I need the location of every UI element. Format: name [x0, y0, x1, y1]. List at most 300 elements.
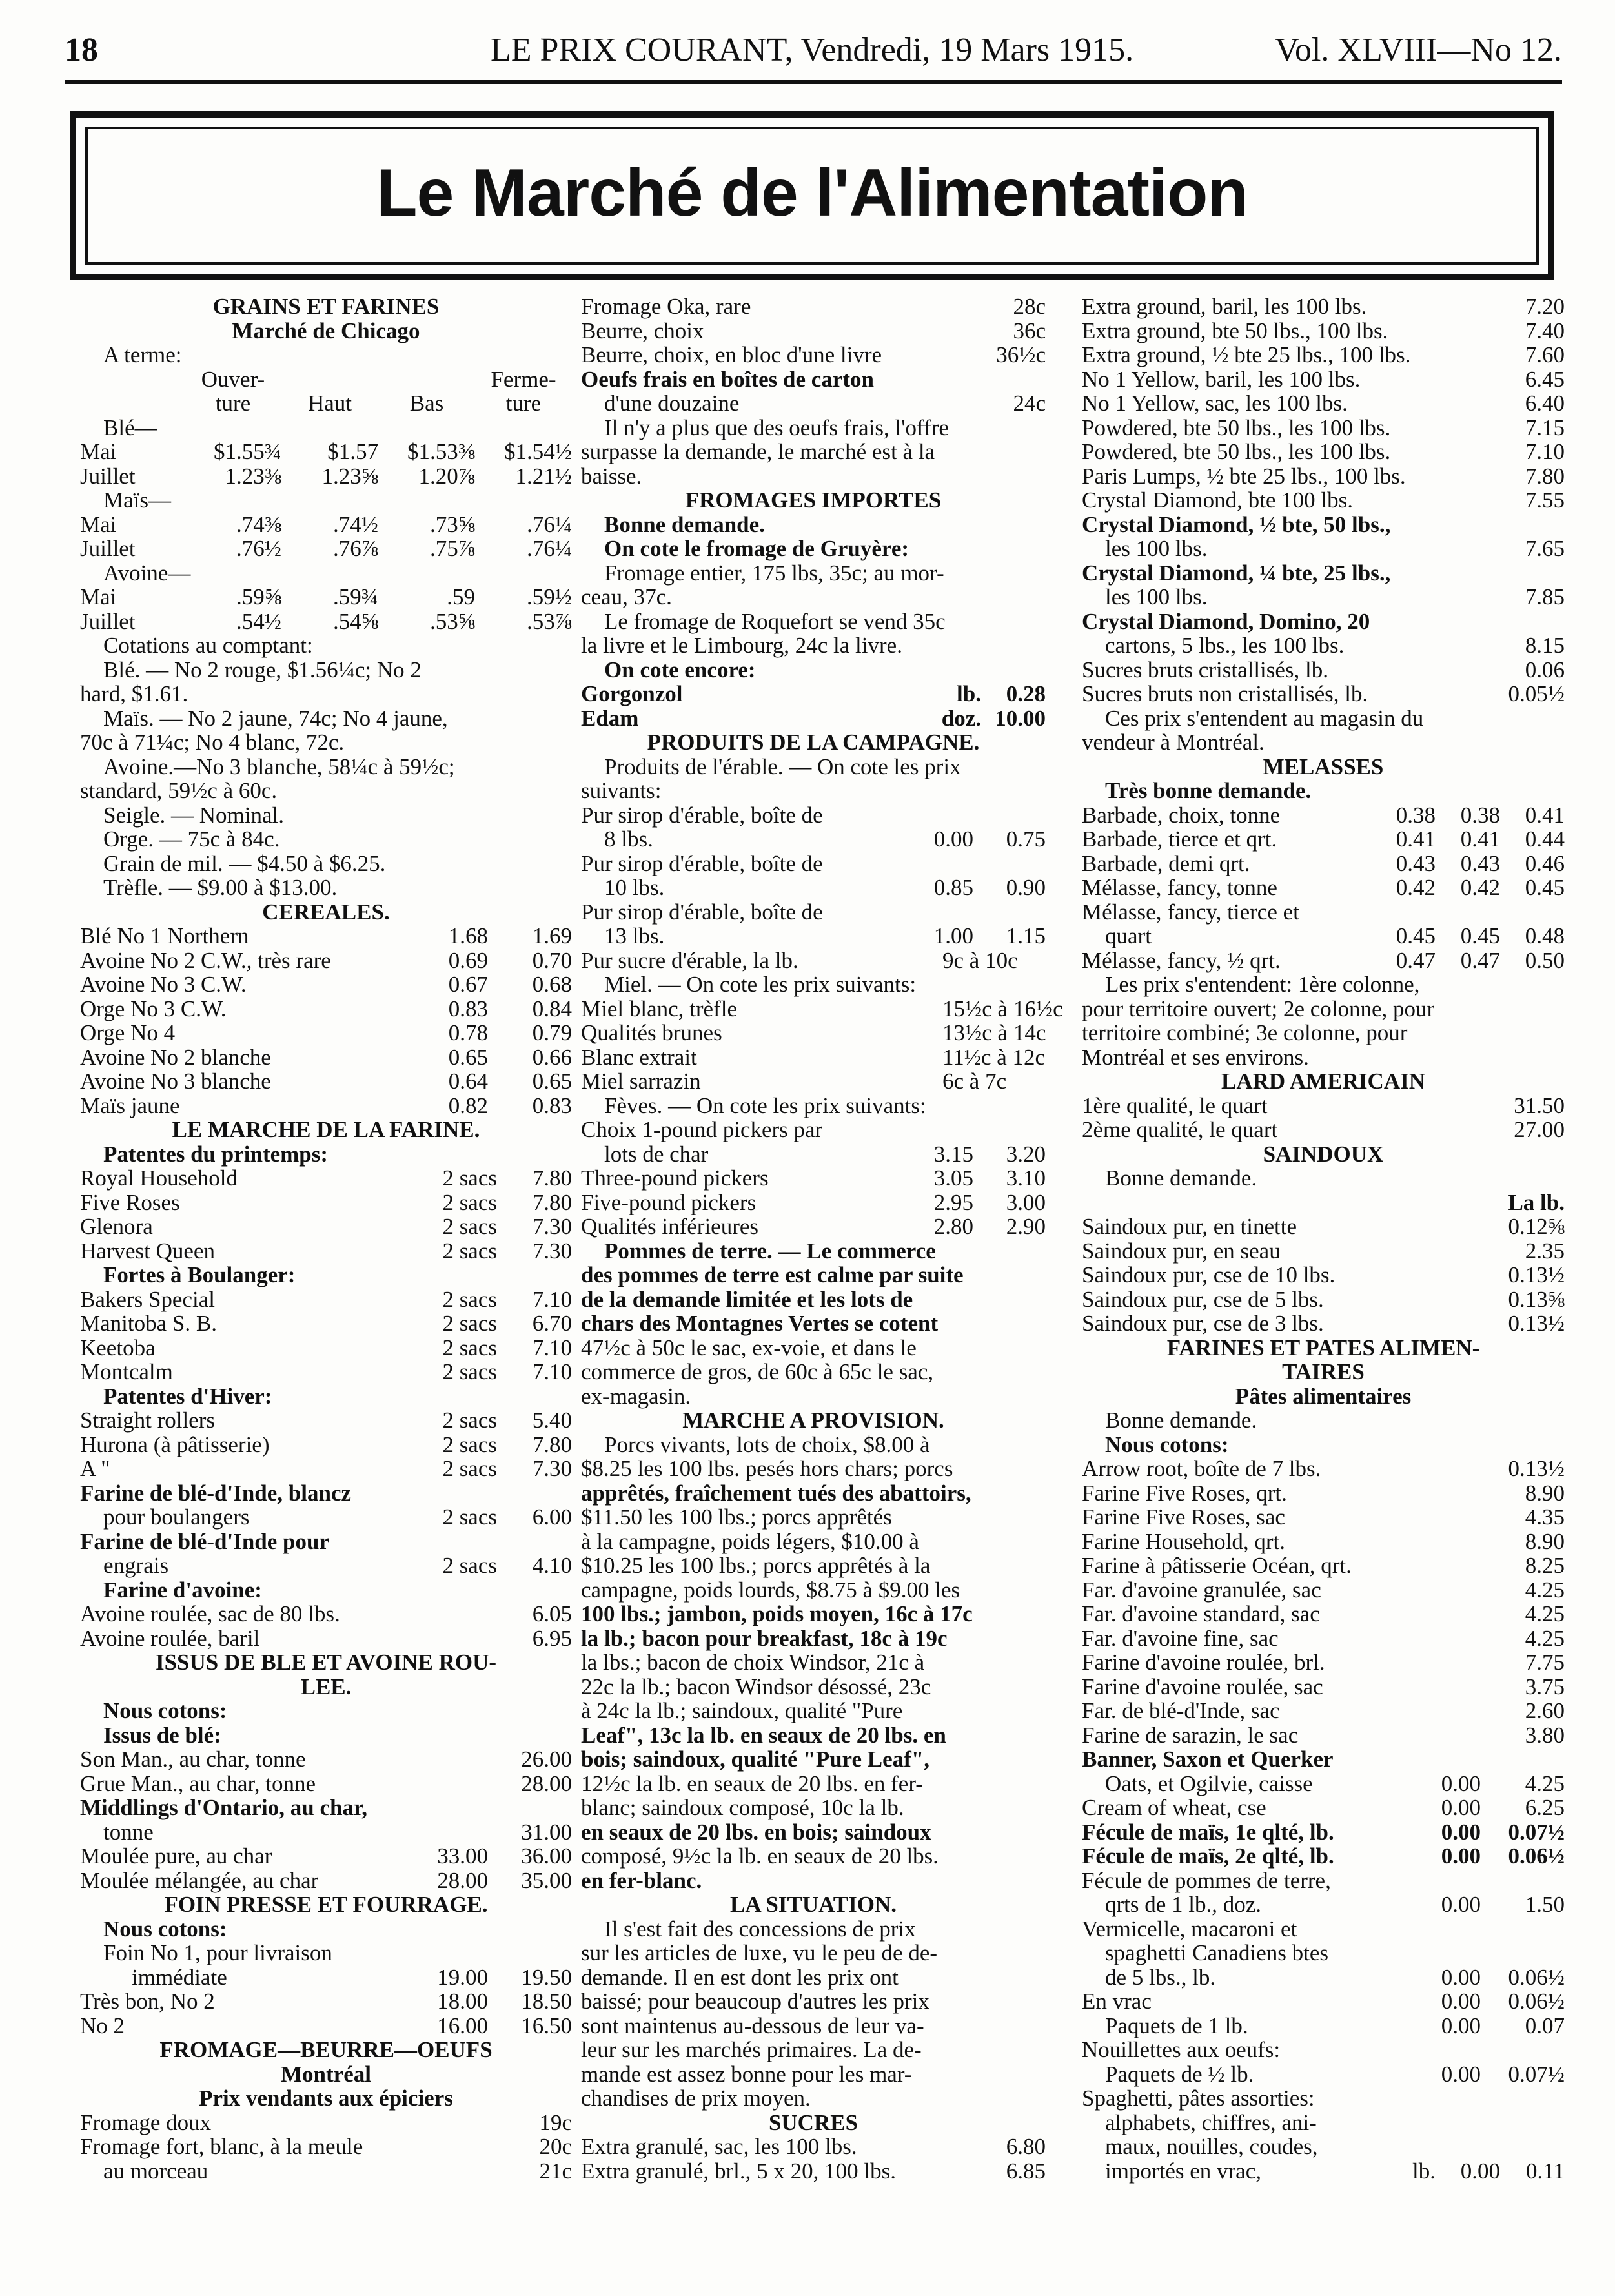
text-line: 12½c la lb. en seaux de 20 lbs. en fer- — [581, 1770, 923, 1796]
price-label: importés en vrac, — [1105, 2158, 1261, 2184]
price-label: Gorgonzol — [581, 681, 683, 706]
price-row — [80, 2014, 572, 2038]
price-value: .54⅝ — [333, 608, 378, 634]
price-value: 2 sacs — [442, 1456, 497, 1481]
text-line: Maïs. — No 2 jaune, 74c; No 4 jaune, — [103, 705, 448, 731]
price-row — [1082, 1263, 1565, 1287]
price-value: 0.12⅝ — [1508, 1214, 1565, 1239]
price-row — [1082, 464, 1565, 489]
text-line: 47½c à 50c le sac, ex-voie, et dans le — [581, 1335, 917, 1360]
price-value: .53⅞ — [527, 608, 572, 634]
price-row — [1082, 1989, 1565, 2014]
price-value: La lb. — [1508, 1189, 1565, 1215]
price-value: 0.00 — [1441, 1819, 1481, 1845]
price-label: Mélasse, fancy, tonne — [1082, 875, 1277, 900]
text-line: Farine de blé-d'Inde, blancz — [80, 1480, 352, 1506]
price-label: Three-pound pickers — [581, 1165, 769, 1191]
price-label: Saindoux pur, cse de 10 lbs. — [1082, 1262, 1336, 1287]
price-value — [852, 706, 917, 731]
price-label: 1ère qualité, le quart — [1082, 1092, 1268, 1118]
text-line: Cotations au comptant: — [103, 633, 313, 658]
price-value: 1.15 — [1006, 923, 1046, 948]
price-row — [581, 1045, 1046, 1070]
text-line: hard, $1.61. — [80, 681, 188, 706]
text-line: Nous cotons: — [103, 1916, 227, 1942]
price-row — [581, 1215, 1046, 1239]
price-row — [581, 294, 1046, 319]
price-label: No 2 — [80, 2013, 125, 2038]
price-row — [80, 1287, 572, 1312]
price-value: 0.00 — [1441, 1770, 1481, 1796]
price-value: 8.15 — [1525, 633, 1565, 658]
price-value: 21c — [539, 2158, 572, 2184]
text-line: Avoine.—No 3 blanche, 58¼c à 59½c; — [103, 753, 455, 779]
section-heading: Marché de Chicago — [232, 318, 420, 343]
price-value: 0.42 — [1396, 875, 1436, 900]
price-value: 26.00 — [521, 1747, 572, 1772]
price-label: Cream of wheat, cse — [1082, 1795, 1266, 1820]
price-row — [80, 997, 572, 1021]
price-value: 7.80 — [1525, 463, 1565, 489]
price-row — [1082, 1311, 1565, 1336]
text-line: campagne, poids lourds, $8.75 à $9.00 les — [581, 1577, 960, 1603]
section-heading: TAIRES — [1282, 1359, 1365, 1384]
price-value: 19.50 — [521, 1964, 572, 1990]
price-label: Royal Household — [80, 1165, 238, 1191]
text-line: ex-magasin. — [581, 1383, 691, 1409]
text-line: Pur sirop d'érable, boîte de — [581, 802, 823, 828]
price-value: 4.10 — [532, 1553, 572, 1578]
price-value: 0.48 — [1525, 923, 1565, 948]
price-label: Farine Five Roses, qrt. — [1082, 1480, 1287, 1506]
price-label: Montcalm — [80, 1359, 173, 1384]
column-1 — [80, 294, 572, 2270]
price-value: 2 sacs — [442, 1553, 497, 1578]
text-line: On cote le fromage de Gruyère: — [604, 536, 909, 561]
price-value: 8.25 — [1525, 1553, 1565, 1578]
price-value: 35.00 — [521, 1867, 572, 1893]
price-row — [1082, 1287, 1565, 1312]
price-label: Straight rollers — [80, 1408, 215, 1433]
price-row — [581, 1142, 1046, 1167]
price-value: 0.50 — [1525, 947, 1565, 973]
price-label: lots de char — [604, 1141, 709, 1167]
text-line: de la demande limitée et les lots de — [581, 1286, 913, 1312]
price-label: Farine à pâtisserie Océan, qrt. — [1082, 1553, 1352, 1578]
price-label: No 1 Yellow, sac, les 100 lbs. — [1082, 391, 1348, 416]
text-line: Issus de blé: — [103, 1722, 221, 1748]
price-value: 0.13½ — [1508, 1311, 1565, 1336]
text-line: mande est assez bonne pour les mar- — [581, 2061, 912, 2087]
price-label: Keetoba — [80, 1335, 156, 1360]
price-value: 0.82 — [448, 1092, 488, 1118]
price-row — [581, 827, 1046, 852]
price-label: engrais — [103, 1553, 169, 1578]
price-row — [1082, 1820, 1565, 1845]
price-value: 0.43 — [1460, 850, 1500, 876]
price-value: 36c — [1013, 318, 1046, 343]
text-line: Fèves. — On cote les prix suivants: — [604, 1092, 926, 1118]
price-value: 0.13½ — [1508, 1262, 1565, 1287]
price-value: 0.85 — [933, 875, 973, 900]
price-row — [581, 996, 1063, 1021]
price-row — [80, 1626, 572, 1651]
text-line: sont maintenus au-dessous de leur va- — [581, 2013, 924, 2038]
section-banner — [70, 111, 1554, 280]
price-value: 24c — [1013, 391, 1046, 416]
price-value: 2.60 — [1525, 1698, 1565, 1723]
price-row — [80, 1069, 572, 1094]
price-value: ture — [505, 391, 542, 416]
price-label: cartons, 5 lbs., les 100 lbs. — [1105, 633, 1345, 658]
price-label: Mai — [80, 584, 117, 610]
price-value: 0.38 — [1396, 802, 1436, 828]
price-row — [1082, 1215, 1565, 1239]
price-row — [1082, 827, 1565, 852]
price-label: Fromage doux — [80, 2109, 212, 2135]
text-line: bois; saindoux, qualité "Pure Leaf", — [581, 1747, 929, 1772]
price-value: 7.10 — [532, 1359, 572, 1384]
column-2 — [581, 294, 1063, 2270]
text-line: Bonne demande. — [1105, 1165, 1257, 1191]
section-heading: CEREALES. — [262, 899, 390, 925]
text-line: Bonne demande. — [1105, 1408, 1257, 1433]
price-label: Glenora — [80, 1214, 153, 1239]
price-label: qrts de 1 lb., doz. — [1105, 1892, 1262, 1917]
price-value: 1.00 — [933, 923, 973, 948]
price-row — [80, 1166, 572, 1191]
text-line: Fortes à Boulanger: — [103, 1262, 296, 1287]
text-line: suivants: — [581, 778, 662, 803]
price-value: 7.75 — [1525, 1650, 1565, 1675]
price-value: 27.00 — [1514, 1117, 1565, 1142]
price-row — [581, 1069, 1046, 1094]
text-line: alphabets, chiffres, ani- — [1105, 2109, 1317, 2135]
price-row — [80, 948, 572, 973]
price-row — [80, 1844, 572, 1869]
price-label: Powdered, bte 50 lbs., les 100 lbs. — [1082, 415, 1391, 440]
price-row — [1082, 633, 1565, 658]
price-row — [80, 1820, 572, 1845]
price-label: Oats, et Ogilvie, caisse — [1105, 1770, 1313, 1796]
price-label: Crystal Diamond, bte 100 lbs. — [1082, 487, 1353, 513]
price-value: 1.23⅜ — [225, 463, 281, 489]
price-label: Juillet — [80, 608, 136, 634]
publication-line: LE PRIX COURANT, Vendredi, 19 Mars 1915. — [491, 32, 1134, 68]
price-value: 0.13⅝ — [1508, 1286, 1565, 1312]
price-row — [1082, 1650, 1565, 1675]
price-label: Five Roses — [80, 1189, 180, 1215]
section-heading: MARCHE A PROVISION. — [682, 1408, 944, 1433]
price-value: 7.65 — [1525, 536, 1565, 561]
price-label: Sucres bruts cristallisés, lb. — [1082, 657, 1329, 682]
price-value: 0.68 — [532, 972, 572, 997]
price-row — [581, 2135, 1046, 2159]
text-line: 22c la lb.; bacon Windsor désossé, 23c — [581, 1674, 931, 1699]
price-label: 2ème qualité, le quart — [1082, 1117, 1278, 1142]
price-value: 6.45 — [1525, 366, 1565, 392]
price-value — [852, 682, 917, 706]
price-label: Avoine roulée, sac de 80 lbs. — [80, 1601, 340, 1626]
price-value: 36½c — [996, 342, 1046, 367]
price-value: 2 sacs — [442, 1165, 497, 1191]
price-row — [1082, 852, 1565, 876]
price-label: No 1 Yellow, baril, les 100 lbs. — [1082, 366, 1361, 392]
price-value: 3.10 — [1006, 1165, 1046, 1191]
text-line: Fécule de pommes de terre, — [1082, 1867, 1331, 1893]
price-row — [80, 2135, 572, 2159]
price-value: .59 — [447, 584, 475, 610]
text-line: blanc; saindoux composé, 10c la lb. — [581, 1795, 904, 1820]
price-value: 1.50 — [1525, 1892, 1565, 1917]
price-row — [1082, 1118, 1565, 1142]
text-line: Foin No 1, pour livraison — [103, 1940, 332, 1965]
price-row — [581, 343, 1046, 367]
price-value: 33.00 — [437, 1843, 488, 1869]
price-label: Pur sucre d'érable, la lb. — [581, 947, 798, 973]
price-value: 6c à 7c — [942, 1069, 1007, 1094]
price-row — [1082, 1602, 1565, 1626]
price-value: 2 sacs — [442, 1335, 497, 1360]
text-line: Nouillettes aux oeufs: — [1082, 2037, 1281, 2062]
price-label: Farine Five Roses, sac — [1082, 1504, 1285, 1530]
text-line: 100 lbs.; jambon, poids moyen, 16c à 17c — [581, 1601, 973, 1626]
price-value: 0.00 — [1441, 1964, 1481, 1990]
price-value: 2 sacs — [442, 1214, 497, 1239]
price-row — [1082, 1239, 1565, 1264]
price-label: Farine Household, qrt. — [1082, 1528, 1285, 1554]
price-row — [1082, 1723, 1565, 1748]
price-value: 28.00 — [521, 1770, 572, 1796]
text-line: Vermicelle, macaroni et — [1082, 1916, 1297, 1942]
price-value: 0.47 — [1396, 947, 1436, 973]
price-value: 0.47 — [1460, 947, 1500, 973]
text-line: Patentes du printemps: — [103, 1141, 329, 1167]
column-3 — [1082, 294, 1565, 2270]
text-line: surpasse la demande, le marché est à la — [581, 439, 935, 464]
price-value: 0.70 — [532, 947, 572, 973]
price-value: 4.25 — [1525, 1625, 1565, 1651]
price-value: 0.45 — [1525, 875, 1565, 900]
price-row — [80, 2159, 572, 2184]
price-row — [80, 1360, 572, 1384]
price-value: 0.41 — [1396, 826, 1436, 852]
price-label: tonne — [103, 1819, 154, 1845]
text-line: Crystal Diamond, ¼ bte, 25 lbs., — [1082, 560, 1391, 586]
price-row — [80, 367, 572, 392]
price-label: Miel sarrazin — [581, 1069, 701, 1094]
price-label: Paquets de ½ lb. — [1105, 2061, 1254, 2087]
price-row — [1082, 294, 1565, 319]
price-label: Bakers Special — [80, 1286, 215, 1312]
text-line: Blé. — No 2 rouge, $1.56¼c; No 2 — [103, 657, 422, 682]
text-line: territoire combiné; 3e colonne, pour — [1082, 1020, 1408, 1045]
price-value: Ouver- — [201, 366, 265, 392]
price-value: 2 sacs — [442, 1431, 497, 1457]
price-value: .75⅞ — [430, 536, 475, 561]
text-line: Farine d'avoine: — [103, 1577, 262, 1603]
price-value: 16.50 — [521, 2013, 572, 2038]
price-value: .76¼ — [527, 536, 572, 561]
price-value: 0.79 — [532, 1020, 572, 1045]
text-line: spaghetti Canadiens btes — [1105, 1940, 1329, 1965]
section-heading: MELASSES — [1263, 753, 1384, 779]
price-value: 7.60 — [1525, 342, 1565, 367]
section-heading: FROMAGE—BEURRE—OEUFS — [159, 2037, 493, 2062]
price-value — [281, 367, 378, 392]
price-label: Extra ground, baril, les 100 lbs. — [1082, 294, 1367, 319]
price-value: 0.00 — [1441, 1843, 1481, 1869]
price-value: 10.00 — [995, 705, 1046, 731]
price-value: 7.40 — [1525, 318, 1565, 343]
price-value: 5.40 — [532, 1408, 572, 1433]
price-value: 3.20 — [1006, 1141, 1046, 1167]
price-label: Harvest Queen — [80, 1238, 215, 1264]
text-line: Nous cotons: — [103, 1698, 227, 1723]
text-line: Orge. — 75c à 84c. — [103, 826, 280, 852]
price-value: 0.43 — [1396, 850, 1436, 876]
price-row — [1082, 1844, 1565, 1869]
price-value: 0.42 — [1460, 875, 1500, 900]
price-label: Fécule de maïs, 1e qlté, lb. — [1082, 1819, 1334, 1845]
text-line: Avoine— — [103, 560, 191, 586]
price-row — [80, 1747, 572, 1772]
price-value: doz. — [941, 705, 981, 731]
price-value: 3.80 — [1525, 1722, 1565, 1748]
price-row — [581, 948, 1046, 973]
price-value: 7.30 — [532, 1214, 572, 1239]
price-row — [1082, 440, 1565, 464]
text-line: chandises de prix moyen. — [581, 2086, 811, 2111]
price-label: pour boulangers — [103, 1504, 250, 1530]
price-label: Moulée mélangée, au char — [80, 1867, 319, 1893]
section-heading: LARD AMERICAIN — [1221, 1069, 1425, 1094]
text-line: Pur sirop d'érable, boîte de — [581, 899, 823, 925]
text-line: Pur sirop d'érable, boîte de — [581, 850, 823, 876]
price-value: 2 sacs — [442, 1286, 497, 1312]
price-label: Far. d'avoine standard, sac — [1082, 1601, 1320, 1626]
price-row — [1082, 1796, 1565, 1820]
price-value: 7.10 — [1525, 439, 1565, 464]
price-value: 2 sacs — [442, 1408, 497, 1433]
price-label: de 5 lbs., lb. — [1105, 1964, 1216, 1990]
price-value: 7.80 — [532, 1165, 572, 1191]
price-row — [1082, 585, 1565, 610]
price-value: 0.11 — [1526, 2158, 1565, 2184]
price-value: .59⅝ — [236, 584, 281, 610]
price-label — [80, 367, 185, 392]
price-label: Paquets de 1 lb. — [1105, 2013, 1248, 2038]
price-label: Juillet — [80, 536, 136, 561]
price-value: .76⅞ — [333, 536, 378, 561]
price-value: 7.85 — [1525, 584, 1565, 610]
price-label: Avoine No 3 C.W. — [80, 972, 247, 997]
section-heading: FROMAGES IMPORTES — [685, 487, 942, 513]
price-row — [1082, 948, 1565, 973]
price-label: Saindoux pur, en seau — [1082, 1238, 1281, 1264]
price-value: 0.00 — [1441, 1795, 1481, 1820]
price-label: Moulée pure, au char — [80, 1843, 272, 1869]
price-value: 2.90 — [1006, 1214, 1046, 1239]
price-row — [1082, 367, 1565, 392]
price-label: quart — [1105, 923, 1152, 948]
price-value: 3.00 — [1006, 1189, 1046, 1215]
price-label: Mai — [80, 439, 117, 464]
section-heading: LA SITUATION. — [729, 1892, 897, 1917]
price-row — [80, 1869, 572, 1893]
price-row — [1082, 1965, 1565, 1990]
price-row — [581, 706, 1046, 731]
text-line: baissé; pour beaucoup d'autres les prix — [581, 1989, 929, 2014]
price-value: 7.30 — [532, 1238, 572, 1264]
text-line: 70c à 71¼c; No 4 blanc, 72c. — [80, 730, 345, 755]
price-value: 2 sacs — [442, 1238, 497, 1264]
text-line: la lbs.; bacon de choix Windsor, 21c à — [581, 1650, 925, 1675]
price-value: .59½ — [527, 584, 572, 610]
price-value: $1.54½ — [504, 439, 572, 464]
text-line: chars des Montagnes Vertes se cotent — [581, 1311, 939, 1336]
text-line: Middlings d'Ontario, au char, — [80, 1795, 368, 1820]
price-value: 7.10 — [532, 1335, 572, 1360]
price-value: 0.06½ — [1508, 1989, 1565, 2014]
price-label: Saindoux pur, cse de 5 lbs. — [1082, 1286, 1324, 1312]
price-value: 0.00 — [1441, 2013, 1481, 2038]
price-row — [1082, 1675, 1565, 1699]
text-line: vendeur à Montréal. — [1082, 730, 1265, 755]
price-label: Saindoux pur, cse de 3 lbs. — [1082, 1311, 1324, 1336]
price-label: Powdered, bte 50 lbs., les 100 lbs. — [1082, 439, 1391, 464]
price-label: Extra granulé, brl., 5 x 20, 100 lbs. — [581, 2158, 896, 2184]
text-line: à la campagne, poids légers, $10.00 à — [581, 1528, 919, 1554]
price-value: 7.10 — [532, 1286, 572, 1312]
price-label: Qualités inférieures — [581, 1214, 759, 1239]
price-label: immédiate — [132, 1964, 227, 1990]
price-value: 16.00 — [437, 2013, 488, 2038]
price-value: .76½ — [236, 536, 281, 561]
price-row — [1082, 2062, 1565, 2087]
price-label: Orge No 3 C.W. — [80, 996, 227, 1021]
price-row — [1082, 391, 1565, 416]
text-line: demande. Il en est dont les prix ont — [581, 1964, 899, 1990]
price-value: 0.00 — [1441, 1989, 1481, 2014]
price-row — [80, 1602, 572, 1626]
price-value: 3.15 — [933, 1141, 973, 1167]
price-value: 0.41 — [1460, 826, 1500, 852]
price-value: 3.05 — [933, 1165, 973, 1191]
price-value: 1.23⅝ — [321, 463, 378, 489]
price-value — [378, 367, 475, 392]
price-row — [80, 1021, 572, 1045]
price-value: 0.00 — [1441, 2061, 1481, 2087]
price-value: 8.90 — [1525, 1480, 1565, 1506]
price-value: 0.84 — [532, 996, 572, 1021]
price-row — [581, 1166, 1046, 1191]
price-value: 1.21½ — [515, 463, 572, 489]
price-value: 0.44 — [1525, 826, 1565, 852]
price-label: Orge No 4 — [80, 1020, 176, 1045]
price-value: 2.80 — [933, 1214, 973, 1239]
price-value: 3.75 — [1525, 1674, 1565, 1699]
price-label: Sucres bruts non cristallisés, lb. — [1082, 681, 1368, 706]
price-row — [581, 1021, 1046, 1045]
price-value: 0.83 — [532, 1092, 572, 1118]
price-value: 13½c à 14c — [942, 1020, 1046, 1045]
price-value: .74⅜ — [236, 511, 281, 537]
price-value: 0.07½ — [1508, 1819, 1565, 1845]
price-value: .54½ — [236, 608, 281, 634]
price-value: 31.50 — [1514, 1092, 1565, 1118]
text-line: Oeufs frais en boîtes de carton — [581, 366, 874, 392]
